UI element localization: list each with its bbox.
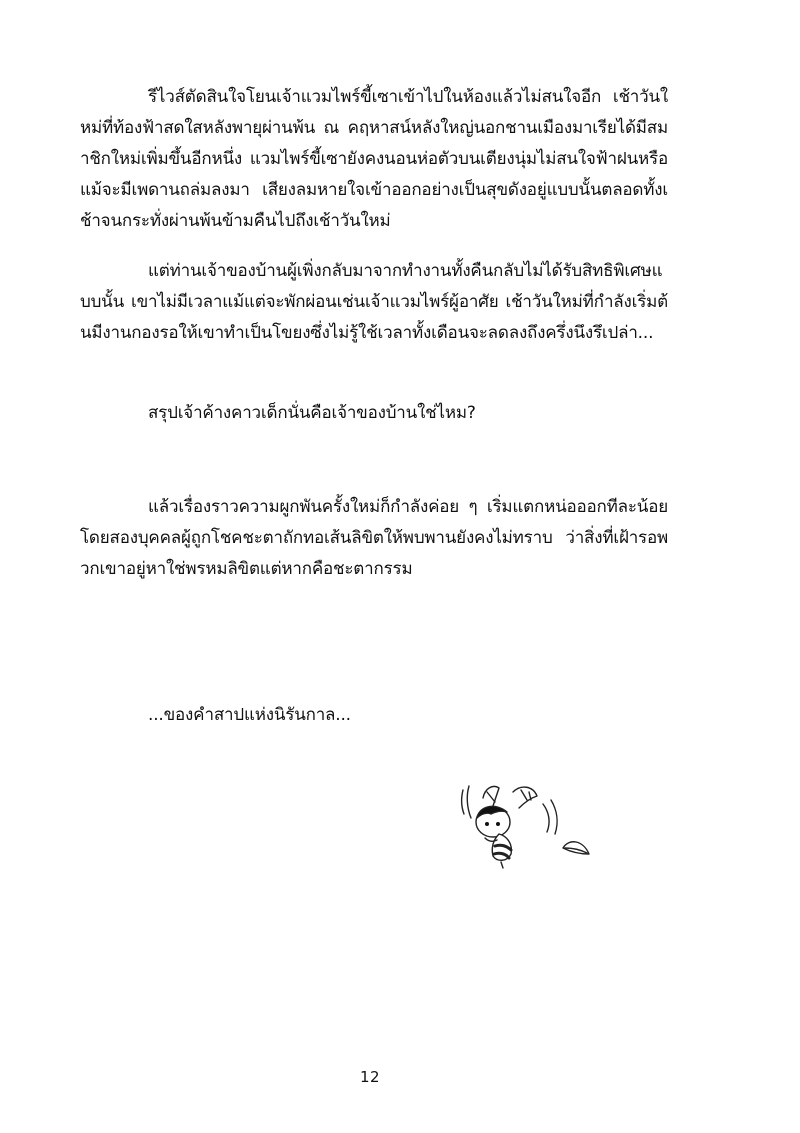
bat-chibi-icon — [455, 778, 600, 888]
paragraph-4: แล้วเรื่องราวความผูกพันครั้งใหม่ก็กำลังค่อย ๆ เริ่มแตกหน่อออกทีละน้อย โดยสองบุคคลผู้ถูกโชคชะตาถักทอเส้นลิขิตให้พบพานยังคงไม่ทราบ ว่าสิ่งที่เฝ้ารอพวกเขาอยู่หาใช่พรหมลิขิตแต่หากคือชะตากรรม — [80, 497, 668, 579]
paragraph-2: แต่ท่านเจ้าของบ้านผู้เพิ่งกลับมาจากทำงานทั้งคืนกลับไม่ได้รับสิทธิพิเศษแบบนั้น เขาไม่มีเวลาแม้แต่จะพักผ่อนเช่นเจ้าแวมไพร์ผู้อาศัย เช้าวันใหม่ที่กำลังเริ่มต้นมีงานกองรอให้เขาทำเป็นโขยงซึ่งไม่รู้ใช้เวลาทั้งเดือนจะลดลงถึงครึ่งนึงรึเปล่า... — [80, 261, 668, 343]
paragraph-3: สรุปเจ้าค้างคาวเด็กนั่นคือเจ้าของบ้านใช่ไหม? — [148, 403, 476, 423]
paragraph-1: รีไวส์ตัดสินใจโยนเจ้าแวมไพร์ขี้เซาเข้าไปในห้องแล้วไม่สนใจอีก เช้าวันใหม่ที่ท้องฟ้าสดใสหลังพายุผ่านพ้น ณ คฤหาสน์หลังใหญ่นอกชานเมืองมาเรียได้มีสมาชิกใหม่เพิ่มขึ้นอีกหนึ่ง แวมไพร์ขี้เซายังคงนอนห่อตัวบนเตียงนุ่มไม่สนใจฟ้าฝนหรือแม้จะมีเพดานถล่มลงมา เสียงลมหายใจเข้าออกอย่างเป็นสุขดังอยู่แบบนั้นตลอดทั้งเช้าจนกระทั่งผ่านพ้นข้ามคืนไปถึงเช้าวันใหม่ — [80, 87, 668, 231]
closing-line: ...ของคำสาปแห่งนิรันกาล... — [148, 705, 351, 725]
page-number: 12 — [359, 1068, 381, 1086]
